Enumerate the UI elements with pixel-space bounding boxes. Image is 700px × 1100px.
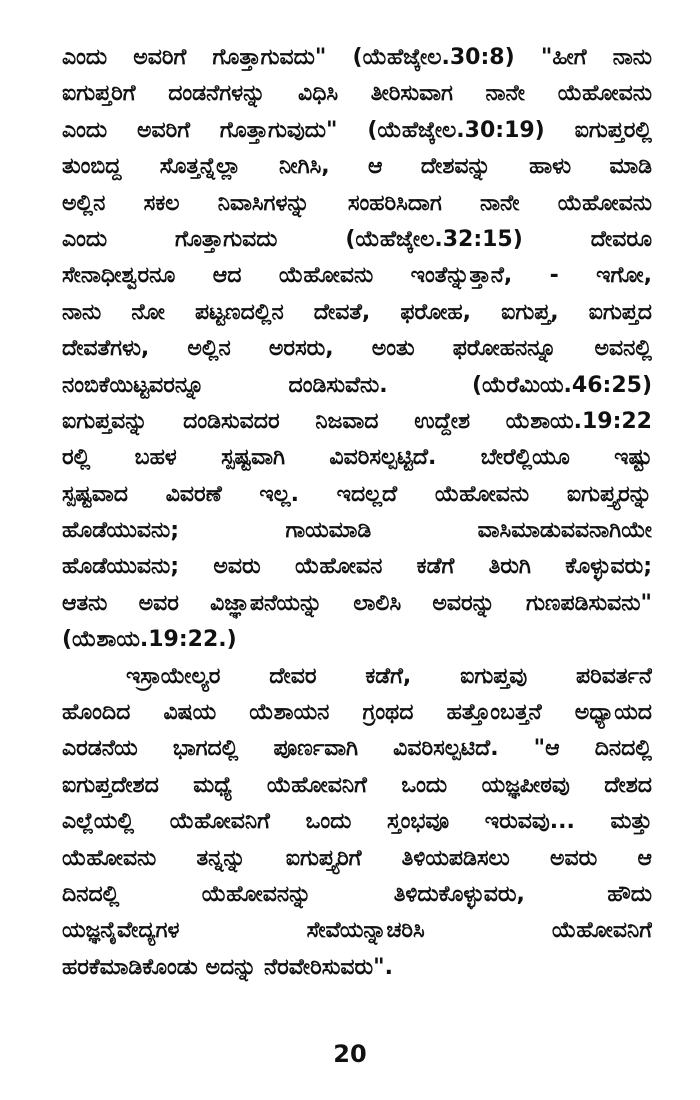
text-line: ಹರಕೆಮಾಡಿಕೊಂಡು ಅದನ್ನು ನೆರವೇರಿಸುವರು".: [62, 954, 393, 980]
text-line: ಇಸ್ರಾಯೇಲ್ಯರ ದೇವರ ಕಡೆಗೆ, ಐಗುಪ್ತವು ಪರಿವರ್ತನೆ: [126, 663, 652, 689]
text-line: ಎಂದು ಗೊತ್ತಾಗುವದು (ಯೆಹೆಜ್ಕೇಲ.32:15) ದೇವರೂ: [62, 226, 652, 252]
page-number: 20: [333, 1040, 367, 1068]
text-line: ಯಜ್ಞನೈವೇದ್ಯಗಳ ಸೇವೆಯನ್ನಾಚರಿಸಿ ಯೆಹೋವನಿಗೆ: [62, 918, 652, 944]
text-line: ಎಲ್ಲೆಯಲ್ಲಿ ಯೆಹೋವನಿಗೆ ಒಂದು ಸ್ತಂಭವೂ ಇರುವವು... ಮತ್ತು: [62, 809, 652, 835]
text-line: ದೇವತೆಗಳು, ಅಲ್ಲಿನ ಅರಸರು, ಅಂತು ಫರೋಹನನ್ನೂ ಅವನಲ್ಲಿ: [62, 336, 652, 362]
paragraph-2: [62, 659, 652, 987]
text-line: ಸೇನಾಧೀಶ್ವರನೂ ಆದ ಯೆಹೋವನು ಇಂತೆನ್ನುತ್ತಾನೆ, - ಇಗೋ,: [62, 263, 652, 289]
text-line: ಐಗುಪ್ತರಿಗೆ ದಂಡನೆಗಳನ್ನು ವಿಧಿಸಿ ತೀರಿಸುವಾಗ ನಾನೇ ಯೆಹೋವನು: [62, 81, 652, 107]
text-line: ಎರಡನೆಯ ಭಾಗದಲ್ಲಿ ಪೂರ್ಣವಾಗಿ ವಿವರಿಸಲ್ಪಟಿದೆ. "ಆ ದಿನದಲ್ಲಿ: [62, 736, 652, 762]
text-line: ಹೊಡೆಯುವನು; ಅವರು ಯೆಹೋವನ ಕಡೆಗೆ ತಿರುಗಿ ಕೊಳ್ಳುವರು;: [62, 554, 652, 580]
text-line: ಹೊಡೆಯುವನು; ಗಾಯಮಾಡಿ ವಾಸಿಮಾಡುವವನಾಗಿಯೇ: [62, 518, 652, 544]
text-line: (ಯೆಶಾಯ.19:22.): [62, 627, 237, 653]
text-line: ಅಲ್ಲಿನ ಸಕಲ ನಿವಾಸಿಗಳನ್ನು ಸಂಹರಿಸಿದಾಗ ನಾನೇ ಯೆಹೋವನು: [62, 190, 652, 216]
text-line: ಎಂದು ಅವರಿಗೆ ಗೊತ್ತಾಗುವುದು" (ಯೆಹೆಜ್ಕೇಲ.30:19) ಐಗುಪ್ತರಲ್ಲಿ: [62, 117, 652, 143]
text-line: ಐಗುಪ್ತವನ್ನು ದಂಡಿಸುವದರ ನಿಜವಾದ ಉದ್ದೇಶ ಯೆಶಾಯ.19:22: [62, 408, 652, 434]
text-line: ಐಗುಪ್ತದೇಶದ ಮಧ್ಯೆ ಯೆಹೋವನಿಗೆ ಒಂದು ಯಜ್ಞಪೀಠವು ದೇಶದ: [62, 772, 652, 798]
text-line: ಯೆಹೋವನು ತನ್ನನ್ನು ಐಗುಪ್ತ್ಯರಿಗೆ ತಿಳಿಯಪಡಿಸಲು ಅವರು ಆ: [62, 845, 652, 871]
text-line: ದಿನದಲ್ಲಿ ಯೆಹೋವನನ್ನು ತಿಳಿದುಕೊಳ್ಳುವರು, ಹೌದು: [62, 881, 652, 907]
text-line: ಹೊಂದಿದ ವಿಷಯ ಯೆಶಾಯನ ಗ್ರಂಥದ ಹತ್ತೊಂಬತ್ತನೆ ಅಧ್ಯಾಯದ: [62, 700, 652, 726]
text-line: ಆತನು ಅವರ ವಿಜ್ಞಾಪನೆಯನ್ನು ಲಾಲಿಸಿ ಅವರನ್ನು ಗುಣಪಡಿಸುವನು": [62, 590, 652, 616]
text-line: ನಂಬಿಕೆಯಿಟ್ಟವರನ್ನೂ ದಂಡಿಸುವೆನು. (ಯೆರೆಮಿಯ.46:25): [62, 372, 652, 398]
text-line: ಎಂದು ಅವರಿಗೆ ಗೊತ್ತಾಗುವದು" (ಯೆಹೆಜ್ಕೇಲ.30:8) "ಹೀಗೆ ನಾನು: [62, 45, 652, 70]
text-line: ತುಂಬಿದ್ದ ಸೊತ್ತನ್ನೆಲ್ಲಾ ನೀಗಿಸಿ, ಆ ದೇಶವನ್ನು ಹಾಳು ಮಾಡಿ: [62, 154, 652, 180]
text-line: ನಾನು ನೋ ಪಟ್ಟಣದಲ್ಲಿನ ದೇವತೆ, ಫರೋಹ, ಐಗುಪ್ತ, ಐಗುಪ್ತದ: [62, 299, 652, 325]
paragraph-1: [62, 40, 652, 659]
body-text: [62, 40, 652, 986]
text-line: ರಲ್ಲಿ ಬಹಳ ಸ್ಪಷ್ಟವಾಗಿ ವಿವರಿಸಲ್ಪಟ್ಟಿದೆ. ಬೇರೆಲ್ಲಿಯೂ ಇಷ್ಟು: [62, 445, 652, 471]
text-line: ಸ್ಪಷ್ಟವಾದ ವಿವರಣೆ ಇಲ್ಲ. ಇದಲ್ಲದೆ ಯೆಹೋವನು ಐಗುಪ್ತ್ಯರನ್ನು: [62, 481, 652, 507]
